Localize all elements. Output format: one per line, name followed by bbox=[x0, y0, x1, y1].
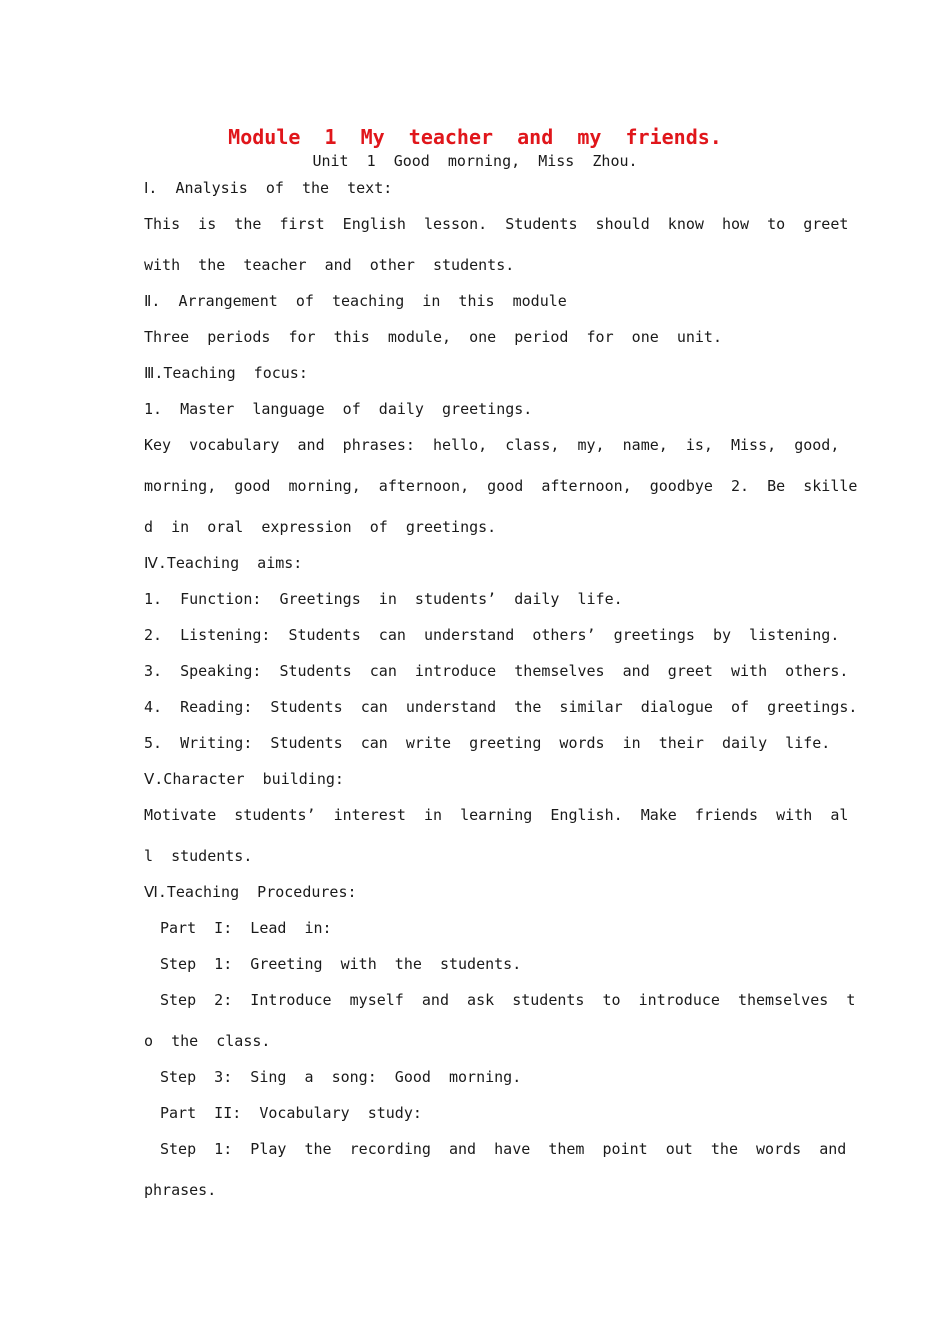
section-heading-procedures: Ⅵ.Teaching Procedures: bbox=[144, 883, 357, 901]
paragraph-line: o the class. bbox=[144, 1032, 271, 1050]
section-heading-aims: Ⅳ.Teaching aims: bbox=[144, 554, 303, 572]
list-item: 2. Listening: Students can understand others’ greetings by listening. bbox=[144, 626, 840, 644]
list-item: 4. Reading: Students can understand the similar dialogue of greetings. bbox=[144, 698, 858, 716]
paragraph-line: Motivate students’ interest in learning English. Make friends with al bbox=[144, 806, 849, 824]
section-heading-focus: Ⅲ.Teaching focus: bbox=[144, 364, 308, 382]
paragraph-line: d in oral expression of greetings. bbox=[144, 518, 497, 536]
section-heading-analysis: Ⅰ. Analysis of the text: bbox=[144, 179, 393, 197]
step-line: Step 2: Introduce myself and ask students to introduce themselves t bbox=[160, 991, 856, 1009]
paragraph-line: with the teacher and other students. bbox=[144, 256, 515, 274]
list-item: 1. Function: Greetings in students’ daily life. bbox=[144, 590, 623, 608]
module-title: Module 1 My teacher and my friends. bbox=[228, 125, 722, 149]
step-line: Step 1: Play the recording and have them point out the words and bbox=[160, 1140, 847, 1158]
list-item: 3. Speaking: Students can introduce themselves and greet with others. bbox=[144, 662, 849, 680]
part-heading: Part II: Vocabulary study: bbox=[160, 1104, 422, 1122]
paragraph-line: l students. bbox=[144, 847, 253, 865]
step-line: Step 3: Sing a song: Good morning. bbox=[160, 1068, 522, 1086]
paragraph-line: phrases. bbox=[144, 1181, 217, 1199]
section-heading-arrangement: Ⅱ. Arrangement of teaching in this module bbox=[144, 292, 567, 310]
unit-subtitle: Unit 1 Good morning, Miss Zhou. bbox=[312, 152, 638, 170]
paragraph-line: This is the first English lesson. Students should know how to greet bbox=[144, 215, 849, 233]
paragraph-line: Key vocabulary and phrases: hello, class, my, name, is, Miss, good, bbox=[144, 436, 840, 454]
section-heading-character: Ⅴ.Character building: bbox=[144, 770, 344, 788]
list-item: 5. Writing: Students can write greeting words in their daily life. bbox=[144, 734, 831, 752]
part-heading: Part I: Lead in: bbox=[160, 919, 332, 937]
paragraph-line: morning, good morning, afternoon, good afternoon, goodbye 2. Be skille bbox=[144, 477, 858, 495]
step-line: Step 1: Greeting with the students. bbox=[160, 955, 522, 973]
paragraph-line: 1. Master language of daily greetings. bbox=[144, 400, 533, 418]
paragraph-line: Three periods for this module, one period for one unit. bbox=[144, 328, 722, 346]
